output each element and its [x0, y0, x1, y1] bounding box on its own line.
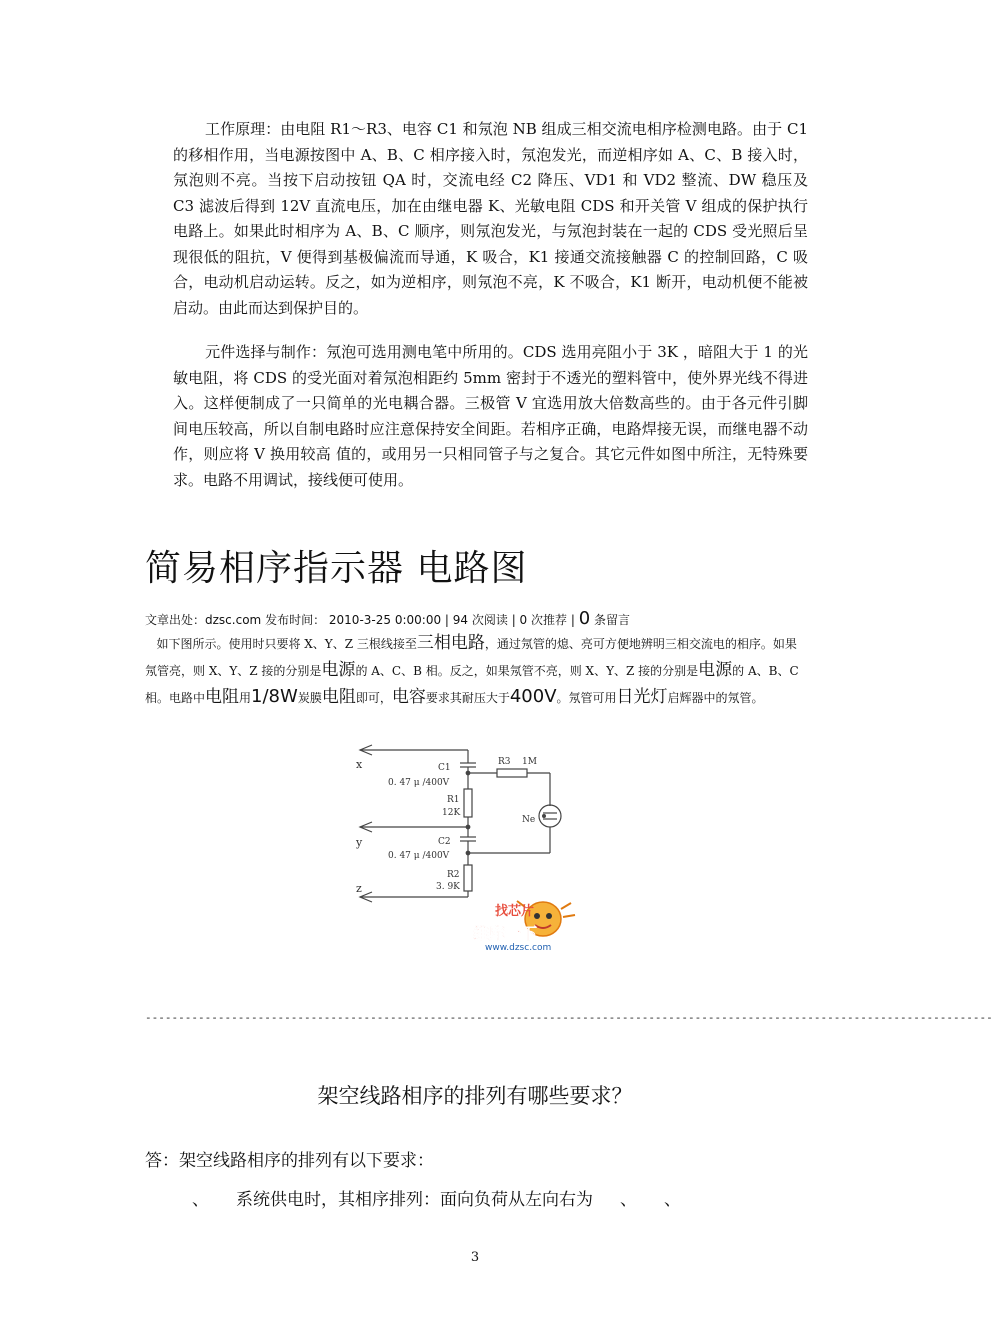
page-number: 3	[470, 1250, 480, 1265]
ne-label: Ne	[522, 815, 536, 825]
article-body: 如下图所示。使用时只要将 X、Y、Z 三根线接至三相电路，通过氖管的熄、亮可方便地辨明三相交流电的相序。如果氖管亮，则 X、Y、Z 接的分别是电源的 A、C、B 相。反之，如果氖管不亮，则 X、Y、Z 接的分别是电源的 A、B、C 相。电路中电阻用1/8W炭膜电阻即可，电容要求其耐压大于400V。氖管可用日光灯启辉器中的氖管。	[145, 633, 799, 707]
article-title: 简易相序指示器 电路图	[145, 548, 528, 589]
answer-item-1: 、 系统供电时，其相序排列：面向负荷从左向右为 、 、	[192, 1190, 682, 1210]
paragraph-components: 元件选择与制作：氖泡可选用测电笔中所用的。CDS 选用亮阻小于 3K ，暗阻大于 1 的光敏电阻，将 CDS 的受光面对着氖泡相距约 5mm 密封于不透光的塑料管中，使外界光线不得进入。这样便制成了一只简单的光电耦合器。三极管 V 宜选用放大倍数高些的。由于各元件引脚间电压较高，所以自制电路时应注意保持安全间距。若相序正确，电路焊接无误，而继电器不动作，则应将 V 换用较高 值的，或用另一只相同管子与之复合。其它元件如图中所注，无特殊要求。电路不用调试，接线便可使用。	[173, 343, 808, 489]
c1-label: C1	[438, 763, 451, 773]
r1-label: R1	[447, 795, 460, 805]
r1-resistor	[464, 789, 472, 817]
separator-dashes: --------------------------------------------------------------------------------------------------------------------------------	[145, 1011, 993, 1024]
c2-label: C2	[438, 837, 451, 847]
circuit-diagram	[350, 740, 590, 900]
r1-value: 12K	[442, 808, 461, 818]
logo-main-text: 维库一下	[473, 924, 538, 943]
y-label: y	[356, 836, 363, 849]
r3-resistor	[497, 769, 527, 777]
article-meta: 文章出处：dzsc.com 发布时间： 2010-3-25 0:00:00 | 94 次阅读 | 0 次推荐 | 0 条留言	[145, 608, 631, 629]
r2-resistor	[464, 865, 472, 891]
dzsc-logo	[465, 895, 595, 957]
paragraph-principle: 工作原理：由电阻 R1～R3、电容 C1 和氖泡 NB 组成三相交流电相序检测电路。由于 C1 的移相作用，当电源按图中 A、B、C 相序接入时，氖泡发光，而逆相序如 A、C、B 接入时，氖泡则不亮。当按下启动按钮 QA 时，交流电经 C2 降压、VD1 和 VD2 整流、DW 稳压及 C3 滤波后得到 12V 直流电压，加在由继电器 K、光敏电阻 CDS 和开关管 V 组成的保护执行电路上。如果此时相序为 A、B、C 顺序，则氖泡发光，与氖泡封装在一起的 CDS 受光照后呈现很低的阻抗，V 便得到基极偏流而导通，K 吸合，K1 接通交流接触器 C 的控制回路，C 吸合，电动机启动运转。反之，如为逆相序，则氖泡不亮，K 不吸合，K1 断开，电动机便不能被启动。由此而达到保护目的。	[173, 120, 808, 317]
logo-top-text: 找芯片	[495, 904, 535, 919]
c2-value: 0. 47 μ /400V	[388, 851, 450, 861]
r2-label: R2	[447, 870, 460, 880]
c1-value: 0. 47 μ /400V	[388, 778, 450, 788]
z-label: z	[356, 882, 362, 895]
r3-label: R3	[498, 757, 511, 767]
r3-value: 1M	[522, 757, 537, 767]
question-title: 架空线路相序的排列有哪些要求？	[317, 1084, 633, 1108]
r2-value: 3. 9K	[436, 882, 460, 892]
answer-intro: 答：架空线路相序的排列有以下要求：	[145, 1151, 434, 1171]
logo-url-text: www.dzsc.com	[485, 943, 552, 953]
x-label: x	[356, 758, 363, 771]
